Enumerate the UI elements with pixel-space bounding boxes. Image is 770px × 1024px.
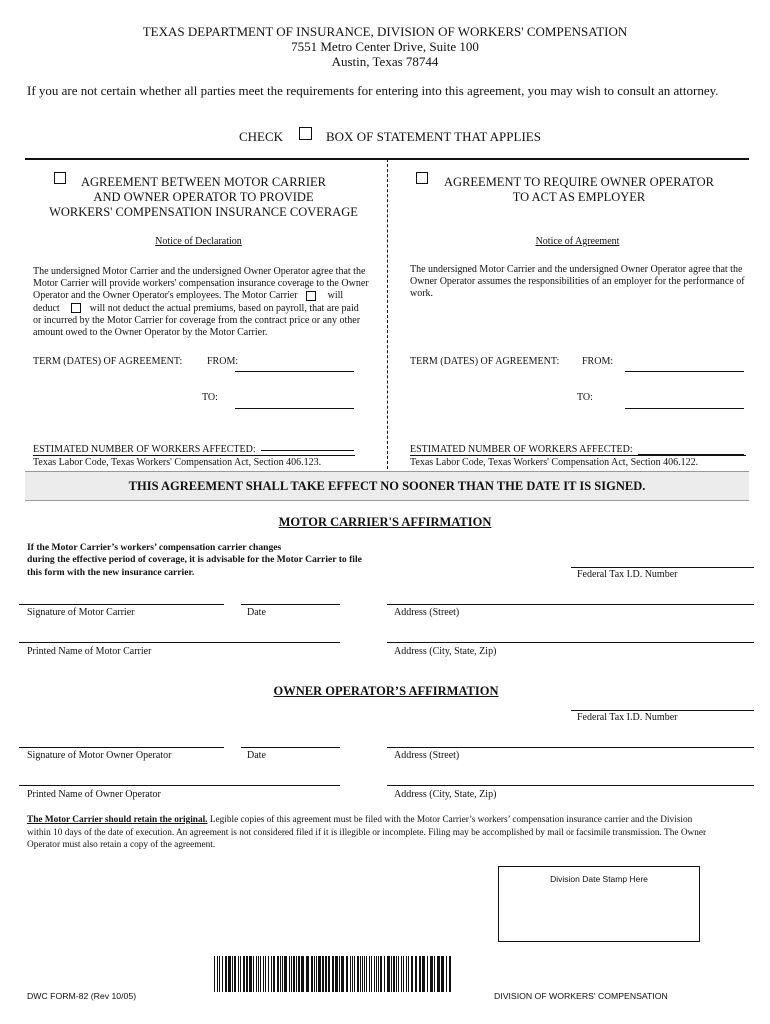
barcode-bar [332, 956, 334, 992]
barcode-bar [371, 956, 372, 992]
carrier-address-city-input[interactable] [387, 632, 754, 643]
barcode-bar [434, 956, 435, 992]
barcode-bar [387, 956, 390, 992]
barcode-bar [263, 956, 264, 992]
barcode-bar [273, 956, 275, 992]
barcode-bar [380, 956, 382, 992]
barcode-bar [256, 956, 257, 992]
motor-carrier-affirmation-heading: MOTOR CARRIER'S AFFIRMATION [278, 515, 492, 529]
left-declaration-body [33, 266, 378, 339]
operator-date-input[interactable] [241, 737, 340, 748]
right-body-line: work. [410, 288, 434, 300]
barcode-bar [325, 956, 327, 992]
right-agreement-body [410, 264, 755, 301]
left-from-date-input[interactable] [235, 361, 354, 372]
right-est-rule [410, 455, 746, 456]
barcode-bar [446, 956, 447, 992]
operator-address-street-input[interactable] [387, 737, 754, 748]
right-to-label: TO: [577, 392, 593, 403]
effective-date-banner [25, 471, 749, 501]
barcode-bar [298, 956, 300, 992]
check-instruction: BOX OF STATEMENT THAT APPLIES [326, 129, 541, 144]
right-title-line2: TO ACT AS EMPLOYER [512, 190, 646, 204]
left-title-line2: AND OWNER OPERATOR TO PROVIDE [93, 190, 314, 204]
barcode-bar [291, 956, 292, 992]
barcode-bar [422, 956, 425, 992]
barcode-bar [225, 956, 227, 992]
right-body-line: The undersigned Motor Carrier and the undersigned Owner Operator agree that the [410, 264, 743, 275]
right-term-label: TERM (DATES) OF AGREEMENT: [410, 356, 560, 367]
barcode-bar [265, 956, 266, 992]
barcode-bar [214, 956, 215, 992]
left-labor-code: Texas Labor Code, Texas Workers' Compensation Act, Section 406.123. [33, 457, 322, 468]
agency-title: TEXAS DEPARTMENT OF INSURANCE, DIVISION OF WORKERS' COMPENSATION [142, 24, 628, 39]
left-est-rule [33, 455, 355, 456]
barcode-bar [328, 956, 330, 992]
operator-address-street-label: Address (Street) [394, 750, 460, 761]
operator-address-city-input[interactable] [387, 775, 754, 786]
carrier-date-label: Date [247, 607, 266, 618]
barcode-bar [369, 956, 370, 992]
deduct-label: deduct [33, 302, 60, 314]
left-term-label: TERM (DATES) OF AGREEMENT: [33, 356, 183, 367]
barcode-bar [246, 956, 248, 992]
barcode-bar [341, 956, 344, 992]
retention-line: within 10 days of the date of execution. An agreement is not considered filed if it is illegible or incomplete. Filing may be accomplished by mail or facsimile transmission. The Owner [27, 827, 707, 838]
barcode-bar [277, 956, 279, 992]
carrier-note-line: this form with the new insurance carrier. [27, 566, 195, 578]
left-body-line: Motor Carrier will provide workers' compensation insurance coverage to the Owner [33, 278, 369, 290]
carrier-printed-name-label: Printed Name of Motor Carrier [27, 646, 152, 657]
operator-signature-input[interactable] [19, 737, 224, 748]
barcode-bar [271, 956, 272, 992]
operator-address-city-label: Address (City, State, Zip) [394, 789, 497, 800]
barcode-bar [366, 956, 367, 992]
barcode-bar [268, 956, 269, 992]
carrier-signature-input[interactable] [19, 594, 224, 605]
left-estimated-workers-label: ESTIMATED NUMBER OF WORKERS AFFECTED: [33, 444, 256, 455]
barcode-bar [228, 956, 231, 992]
left-from-label: FROM: [207, 356, 239, 367]
barcode-bar [364, 956, 365, 992]
notice-of-agreement: Notice of Agreement [535, 236, 620, 247]
operator-date-label: Date [247, 750, 266, 761]
retention-line: Operator must also retain a copy of the agreement. [27, 840, 216, 851]
barcode-bar [406, 956, 407, 992]
barcode-bar [360, 956, 361, 992]
will-not-deduct-checkbox[interactable] [71, 303, 81, 313]
form-barcode [214, 956, 452, 992]
left-body-text: will not deduct the actual premiums, based on payroll, that are paid [89, 302, 359, 314]
right-agreement-title [415, 175, 743, 205]
barcode-bar [346, 956, 348, 992]
barcode-bar [335, 956, 338, 992]
barcode-bar [378, 956, 379, 992]
right-estimated-workers-label: ESTIMATED NUMBER OF WORKERS AFFECTED: [410, 444, 633, 455]
check-label: CHECK [239, 129, 284, 144]
left-body-text: Operator and the Owner Operator's employees. The Motor Carrier [33, 290, 298, 302]
barcode-bar [280, 956, 281, 992]
will-deduct-checkbox[interactable] [306, 291, 316, 301]
right-estimated-workers-input[interactable] [638, 444, 744, 455]
carrier-signature-label: Signature of Motor Carrier [27, 607, 135, 618]
agency-address-city: Austin, Texas 78744 [331, 54, 439, 69]
barcode-bar [217, 956, 218, 992]
operator-printed-name-input[interactable] [19, 775, 340, 786]
division-date-stamp-label: Division Date Stamp Here [550, 874, 648, 884]
column-divider [387, 159, 388, 469]
barcode-bar [219, 956, 220, 992]
retention-text: Legible copies of this agreement must be filed with the Motor Carrier’s workers’ compensation insurance carrier and the Division [207, 815, 693, 825]
left-body-line: or incurred by the Motor Carrier for coverage from the contract price or any other [33, 314, 361, 326]
barcode-bar [284, 956, 287, 992]
barcode-bar [393, 956, 395, 992]
barcode-bar [311, 956, 313, 992]
barcode-bar [260, 956, 261, 992]
barcode-bar [354, 956, 355, 992]
barcode-bar [314, 956, 315, 992]
barcode-bar [357, 956, 359, 992]
barcode-bar [339, 956, 340, 992]
barcode-bar [427, 956, 428, 992]
carrier-tax-id-input[interactable] [571, 557, 754, 568]
division-date-stamp-box [498, 866, 700, 942]
barcode-bar [316, 956, 317, 992]
barcode-bar [322, 956, 324, 992]
barcode-bar [437, 956, 440, 992]
left-body-line [33, 303, 378, 315]
right-body-line: Owner Operator assumes the responsibilities of an employer for the performance of [410, 276, 745, 288]
retain-original-lead: The Motor Carrier should retain the original. [27, 815, 208, 825]
barcode-bar [391, 956, 392, 992]
barcode-bar [430, 956, 433, 992]
barcode-bar [222, 956, 223, 992]
barcode-bar [258, 956, 259, 992]
check-legend-checkbox-icon [299, 127, 312, 140]
operator-tax-id-input[interactable] [571, 700, 754, 711]
barcode-bar [441, 956, 444, 992]
left-agreement-title [26, 175, 381, 220]
right-from-date-input[interactable] [625, 361, 744, 372]
barcode-bar [401, 956, 402, 992]
form-number: DWC FORM-82 (Rev 10/05) [27, 991, 137, 1001]
left-body-line [33, 290, 378, 302]
carrier-change-note [27, 542, 407, 579]
barcode-bar [374, 956, 375, 992]
barcode-bar [232, 956, 233, 992]
left-body-line: The undersigned Motor Carrier and the undersigned Owner Operator agree that the [33, 266, 366, 277]
carrier-note-line: If the Motor Carrier’s workers’ compensation carrier changes [27, 542, 282, 553]
operator-tax-id-label: Federal Tax I.D. Number [577, 712, 678, 723]
barcode-bar [449, 956, 451, 992]
barcode-bar [398, 956, 399, 992]
barcode-bar [240, 956, 241, 992]
right-title-line1: AGREEMENT TO REQUIRE OWNER OPERATOR [444, 175, 714, 189]
retention-line [27, 814, 762, 827]
agency-address-street: 7551 Metro Center Drive, Suite 100 [291, 39, 479, 54]
barcode-bar [238, 956, 239, 992]
carrier-address-street-input[interactable] [387, 594, 754, 605]
right-labor-code: Texas Labor Code, Texas Workers' Compensation Act, Section 406.122. [410, 457, 699, 468]
effective-date-text: THIS AGREEMENT SHALL TAKE EFFECT NO SOONER THAN THE DATE IT IS SIGNED. [128, 479, 646, 493]
barcode-bar [411, 956, 413, 992]
barcode-bar [289, 956, 290, 992]
will-label: will [327, 290, 344, 302]
left-title-line1: AGREEMENT BETWEEN MOTOR CARRIER [80, 175, 327, 189]
barcode-bar [419, 956, 421, 992]
barcode-bar [293, 956, 295, 992]
barcode-bar [376, 956, 377, 992]
barcode-bar [408, 956, 409, 992]
barcode-bar [249, 956, 252, 992]
carrier-date-input[interactable] [241, 594, 340, 605]
left-to-date-input[interactable] [235, 398, 354, 409]
barcode-bar [350, 956, 351, 992]
barcode-bar [396, 956, 397, 992]
attorney-advice: If you are not certain whether all parties meet the requirements for entering into this agreement, you may wish to consult an attorney. [27, 83, 719, 98]
right-from-label: FROM: [582, 356, 614, 367]
barcode-bar [318, 956, 321, 992]
operator-signature-label: Signature of Motor Owner Operator [27, 750, 172, 761]
notice-of-declaration: Notice of Declaration [155, 236, 242, 247]
barcode-bar [282, 956, 283, 992]
barcode-bar [296, 956, 297, 992]
owner-operator-affirmation-heading: OWNER OPERATOR’S AFFIRMATION [273, 684, 499, 698]
carrier-printed-name-input[interactable] [19, 632, 340, 643]
barcode-bar [301, 956, 304, 992]
carrier-note-line: during the effective period of coverage, it is advisable for the Motor Carrier to file [27, 554, 362, 566]
footer-division-name: DIVISION OF WORKERS' COMPENSATION [494, 991, 668, 1001]
carrier-address-city-label: Address (City, State, Zip) [394, 646, 497, 657]
barcode-bar [234, 956, 236, 992]
barcode-bar [253, 956, 254, 992]
right-to-date-input[interactable] [625, 398, 744, 409]
barcode-bar [362, 956, 363, 992]
carrier-tax-id-label: Federal Tax I.D. Number [577, 569, 678, 580]
carrier-address-street-label: Address (Street) [394, 607, 460, 618]
barcode-bar [403, 956, 404, 992]
barcode-bar [384, 956, 385, 992]
left-estimated-workers-input[interactable] [261, 440, 354, 451]
barcode-bar [306, 956, 309, 992]
left-body-line: amount owed to the Owner Operator by the Motor Carrier. [33, 327, 268, 339]
barcode-bar [243, 956, 245, 992]
left-title-line3: WORKERS' COMPENSATION INSURANCE COVERAGE [49, 205, 358, 219]
barcode-bar [352, 956, 353, 992]
retention-instructions [27, 814, 762, 852]
operator-printed-name-label: Printed Name of Owner Operator [27, 789, 161, 800]
left-to-label: TO: [202, 392, 218, 403]
barcode-bar [415, 956, 417, 992]
